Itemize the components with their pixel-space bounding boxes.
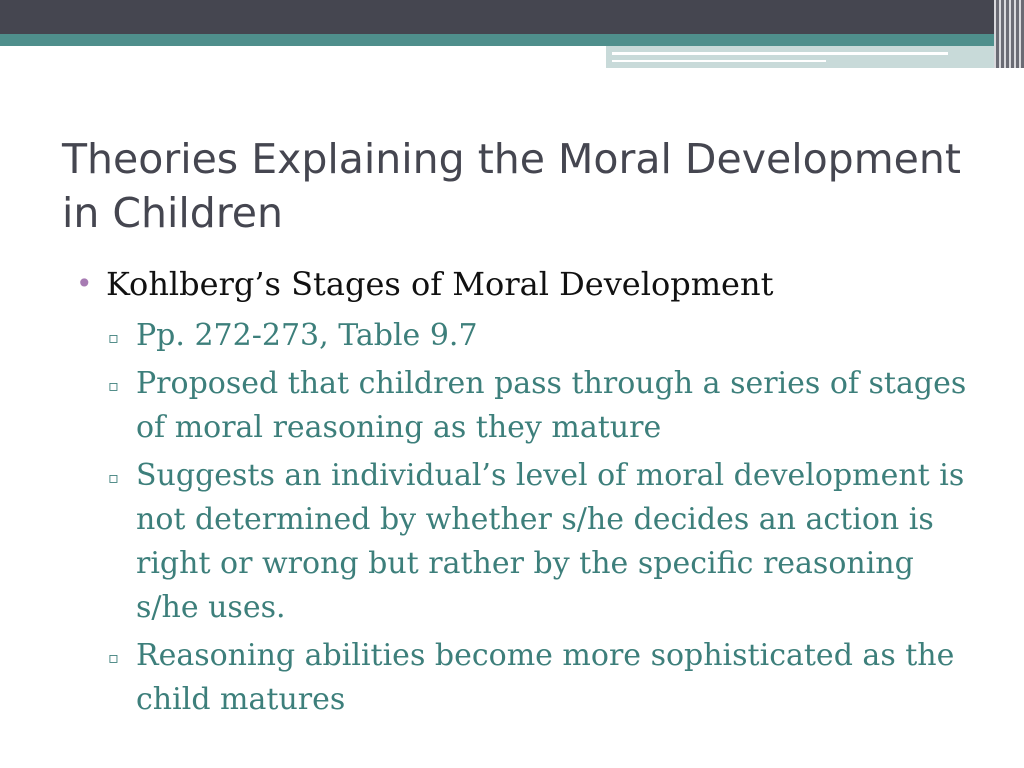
header-dark-bar xyxy=(0,0,1024,34)
square-bullet-icon: ▫ xyxy=(108,376,119,395)
square-bullet-icon: ▫ xyxy=(108,468,119,487)
subbullet-text: Pp. 272-273, Table 9.7 xyxy=(136,318,478,353)
subbullet-text: Proposed that children pass through a series of stages of moral reasoning as they mature xyxy=(136,366,967,445)
bullet-text: Kohlberg’s Stages of Moral Development xyxy=(106,265,774,303)
subbullet-item xyxy=(76,634,976,722)
slide-body xyxy=(76,262,976,726)
header-accent-line xyxy=(612,52,948,55)
subbullet-text: Suggests an individual’s level of moral development is not determined by whether s/he decides an action is right or wrong but rather by the specific reasoning s/he uses. xyxy=(136,458,965,625)
bullet-dot-icon: • xyxy=(76,267,93,300)
square-bullet-icon: ▫ xyxy=(108,648,119,667)
subbullet-item xyxy=(76,362,976,450)
header-accent-bar xyxy=(606,46,1024,68)
slide-title: Theories Explaining the Moral Development in Children xyxy=(62,135,961,237)
header-stripes-decoration xyxy=(994,0,1024,68)
subbullet-list xyxy=(76,314,976,722)
subbullet-item xyxy=(76,454,976,630)
square-bullet-icon: ▫ xyxy=(108,328,119,347)
subbullet-item xyxy=(76,314,976,358)
subbullet-text: Reasoning abilities become more sophisticated as the child matures xyxy=(136,638,955,717)
header-accent-line xyxy=(612,60,826,62)
header-teal-bar xyxy=(0,34,1024,46)
bullet-item xyxy=(76,262,976,306)
